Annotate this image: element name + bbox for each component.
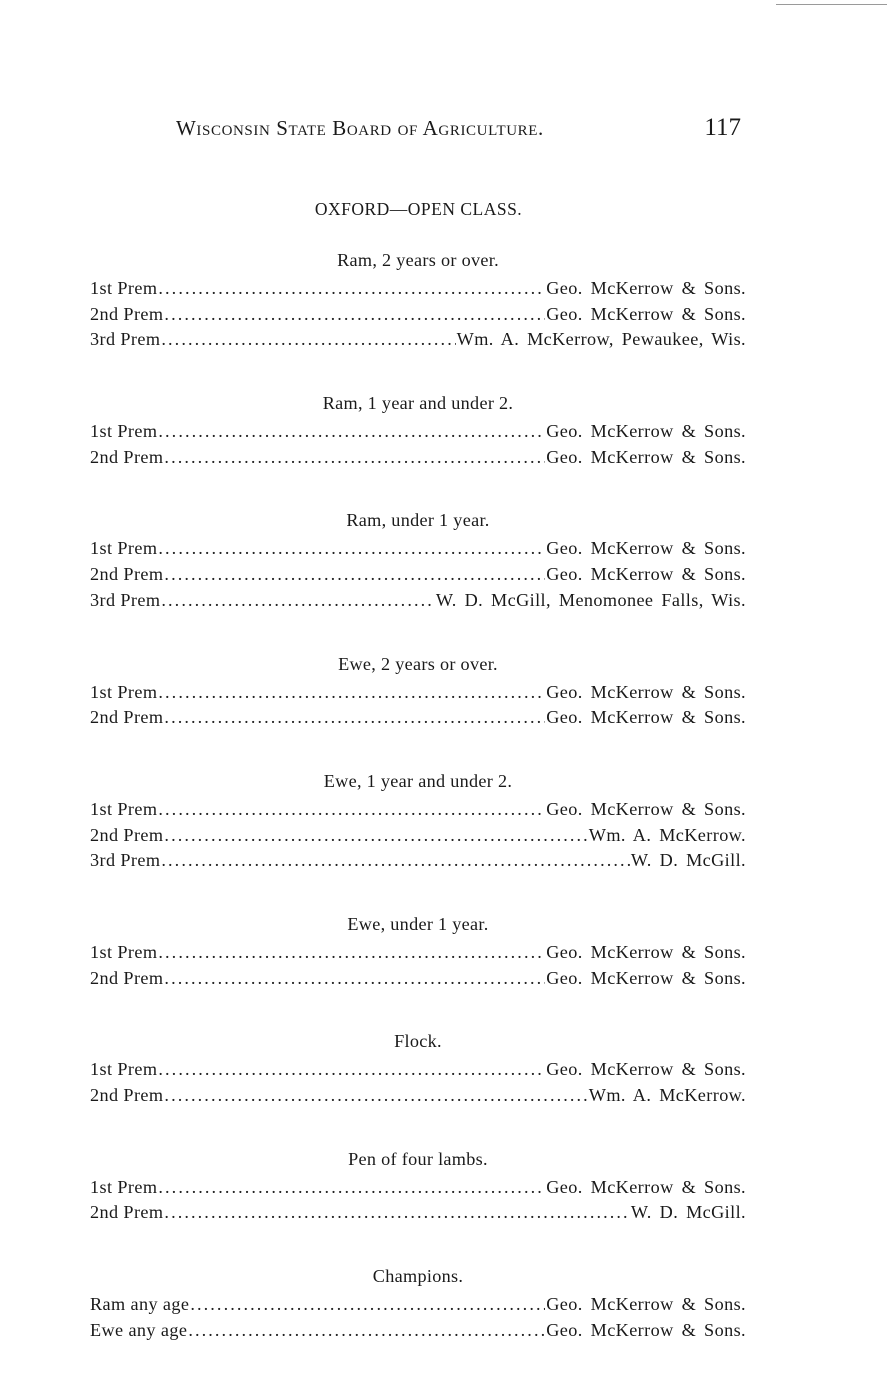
award-row <box>90 942 746 968</box>
award-winner: Wm. A. McKerrow, Pewaukee, Wis. <box>456 329 746 350</box>
award-row <box>90 329 746 355</box>
dot-leader <box>158 278 545 299</box>
award-row <box>90 1177 746 1203</box>
dot-leader <box>158 1059 545 1080</box>
award-row <box>90 682 746 708</box>
top-edge-rule <box>776 4 887 5</box>
dot-leader <box>164 825 587 846</box>
award-place: 3rd Prem <box>90 850 161 871</box>
award-winner: Geo. McKerrow & Sons. <box>546 538 746 559</box>
award-winner: Geo. McKerrow & Sons. <box>546 681 746 702</box>
award-place: 2nd Prem <box>90 707 164 728</box>
award-place: 1st Prem <box>90 278 158 298</box>
award-row <box>90 538 746 564</box>
dot-leader <box>164 1085 587 1106</box>
award-winner: Geo. McKerrow & Sons. <box>546 941 746 962</box>
award-row <box>90 1059 746 1085</box>
award-row <box>90 564 746 590</box>
dot-leader <box>164 447 545 468</box>
award-winner: Geo. McKerrow & Sons. <box>546 446 746 467</box>
award-row <box>90 850 746 876</box>
award-winner: Geo. McKerrow & Sons. <box>546 1319 746 1340</box>
award-winner: Geo. McKerrow & Sons. <box>546 1294 746 1315</box>
award-row <box>90 707 746 733</box>
award-section <box>90 508 746 615</box>
award-row <box>90 1294 746 1320</box>
award-place: 1st Prem <box>90 798 158 819</box>
dot-leader <box>188 1320 545 1341</box>
class-title: OXFORD—OPEN CLASS. <box>314 199 523 219</box>
award-place: Ewe any age <box>90 1319 188 1340</box>
award-place: 2nd Prem <box>90 824 164 845</box>
award-section <box>90 1147 746 1228</box>
award-winner: Geo. McKerrow & Sons. <box>546 421 746 442</box>
award-row <box>90 421 746 447</box>
award-section <box>90 248 746 355</box>
award-row <box>90 968 746 994</box>
dot-leader <box>190 1294 545 1315</box>
section-title: Pen of four lambs. <box>348 1148 488 1169</box>
award-winner: W. D. McGill. <box>630 850 746 871</box>
award-winner: Geo. McKerrow & Sons. <box>546 707 746 728</box>
award-winner: W. D. McGill. <box>630 1202 746 1223</box>
page-body <box>90 198 746 1381</box>
award-row <box>90 825 746 851</box>
dot-leader <box>158 538 545 559</box>
section-title: Ram, 1 year and under 2. <box>322 393 514 414</box>
award-row <box>90 1320 746 1346</box>
award-place: 1st Prem <box>90 421 158 442</box>
award-winner: Geo. McKerrow & Sons. <box>546 303 746 324</box>
award-row <box>90 799 746 825</box>
award-winner: Geo. McKerrow & Sons. <box>546 278 746 298</box>
section-title: Ram, under 1 year. <box>346 510 490 531</box>
dot-leader <box>164 707 545 728</box>
award-winner: Geo. McKerrow & Sons. <box>546 967 746 988</box>
award-row <box>90 447 746 473</box>
dot-leader <box>164 304 545 325</box>
award-row <box>90 304 746 330</box>
section-title: Ram, 2 years or over. <box>337 250 499 270</box>
dot-leader <box>158 1177 545 1198</box>
award-winner: Geo. McKerrow & Sons. <box>546 1059 746 1080</box>
award-row <box>90 1085 746 1111</box>
award-section <box>90 1029 746 1110</box>
dot-leader <box>161 850 630 871</box>
award-place: 1st Prem <box>90 1059 158 1080</box>
section-title: Ewe, under 1 year. <box>347 913 489 934</box>
award-place: 1st Prem <box>90 538 158 559</box>
award-place: 2nd Prem <box>90 1202 164 1223</box>
award-row <box>90 1202 746 1228</box>
dot-leader <box>164 564 545 585</box>
section-title: Champions. <box>372 1266 464 1287</box>
award-place: 1st Prem <box>90 941 158 962</box>
award-place: 2nd Prem <box>90 446 164 467</box>
award-place: 2nd Prem <box>90 303 164 324</box>
dot-leader <box>158 799 545 820</box>
dot-leader <box>158 421 545 442</box>
award-winner: Wm. A. McKerrow. <box>588 824 746 845</box>
dot-leader <box>161 590 434 611</box>
award-winner: Geo. McKerrow & Sons. <box>546 1176 746 1197</box>
section-title: Flock. <box>394 1031 442 1052</box>
award-winner: Geo. McKerrow & Sons. <box>546 564 746 585</box>
award-place: 2nd Prem <box>90 564 164 585</box>
section-title: Ewe, 2 years or over. <box>338 653 498 674</box>
page-header <box>176 114 741 142</box>
award-winner: Geo. McKerrow & Sons. <box>546 798 746 819</box>
award-place: 2nd Prem <box>90 967 164 988</box>
dot-leader <box>161 329 455 350</box>
award-winner: W. D. McGill, Menomonee Falls, Wis. <box>435 589 746 610</box>
award-section <box>90 1264 746 1345</box>
award-row <box>90 278 746 304</box>
award-place: 3rd Prem <box>90 329 161 350</box>
award-section <box>90 912 746 993</box>
page-number: 117 <box>704 114 741 141</box>
award-section <box>90 391 746 472</box>
dot-leader <box>158 942 545 963</box>
award-place: Ram any age <box>90 1294 190 1315</box>
award-winner: Wm. A. McKerrow. <box>588 1085 746 1105</box>
dot-leader <box>158 682 545 703</box>
award-place: 1st Prem <box>90 681 158 702</box>
award-section <box>90 769 746 876</box>
award-row <box>90 590 746 616</box>
award-place: 1st Prem <box>90 1176 158 1197</box>
running-title: Wisconsin State Board of Agriculture. <box>176 116 544 140</box>
award-section <box>90 652 746 733</box>
award-place: 3rd Prem <box>90 589 161 610</box>
dot-leader <box>164 968 545 989</box>
dot-leader <box>164 1202 629 1223</box>
award-place: 2nd Prem <box>90 1085 164 1105</box>
section-title: Ewe, 1 year and under 2. <box>323 770 513 791</box>
